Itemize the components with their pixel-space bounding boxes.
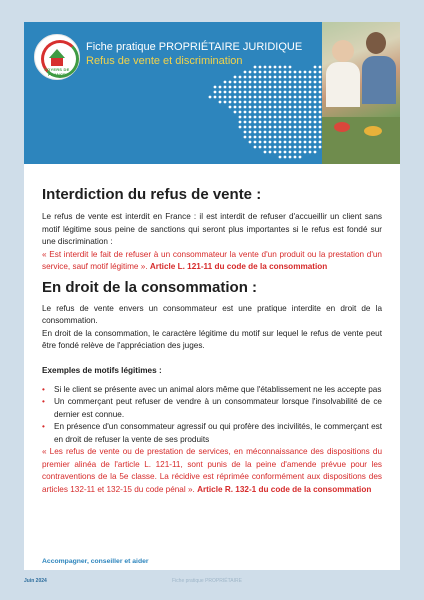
list-item: • Un commerçant peut refuser de vendre à un consommateur lorsque l'insolvabilité de ce dernier est connue.: [42, 397, 382, 419]
section1-intro: Le refus de vente est interdit en France : il est interdit de refuser d'accueillir un client sans motif légitime sous peine de sanctions qui seront plus importantes si le refus est fondé sur une discrimination :: [42, 212, 382, 246]
header-photo: [322, 22, 400, 164]
tagline: Accompagner, conseiller et aider: [42, 558, 149, 565]
section1-quote-ref: Article L. 121-11 du code de la consommation: [149, 262, 328, 271]
publication-date: Juin 2024: [24, 578, 47, 584]
examples-title: Exemples de motifs légitimes :: [42, 365, 162, 375]
list-item: • Si le client se présente avec un animal alors même que l'établissement ne les accepte pas: [42, 384, 382, 394]
header-title: Fiche pratique PROPRIÉTAIRE JURIDIQUE: [86, 41, 303, 53]
section2-para1: Le refus de vente envers un consommateur est une pratique interdite en droit de la consommation.: [42, 303, 382, 325]
examples-list: [42, 384, 382, 447]
section2-para2: En droit de la consommation, le caractère légitime du motif sur lequel le refus de vente peut être fondé relève de l'appréciation des juges.: [42, 328, 382, 350]
footer-label: Fiche pratique PROPRIÉTAIRE: [172, 578, 242, 584]
section-title-droit-consommation: En droit de la consommation :: [42, 278, 258, 296]
foyers-de-france-logo: [34, 34, 80, 80]
section-title-refus-de-vente: Interdiction du refus de vente :: [42, 186, 262, 203]
content-card: [24, 164, 400, 570]
section2-quote: « Les refus de vente ou de prestation de services, en méconnaissance des dispositions du premier alinéa de l'article L. 121-11, sont punis de la peine d'amende prévue pour les contraventions de la 5e classe. La récidive est réprimée conformément aux dispositions des articles 132-11 et 132-15 du code pénal ». Article R. 132-1 du code de la consommation: [42, 447, 382, 494]
section1-quote: « Est interdit le fait de refuser à un consommateur la vente d'un produit ou la prestation d'un service, sauf motif légitime ». Article L. 121-11 du code de la consommation: [42, 249, 382, 271]
logo-text: FOYERS DE FRANCE: [44, 67, 70, 77]
section2-quote-ref: Article R. 132-1 du code de la consommation: [197, 484, 372, 494]
header-banner: [24, 22, 400, 164]
list-item: • En présence d'un consommateur agressif ou qui profère des incivilités, le commerçant est en droit de refuser la vente de ses produits: [42, 422, 382, 444]
header-subtitle: Refus de vente et discrimination: [86, 55, 243, 67]
